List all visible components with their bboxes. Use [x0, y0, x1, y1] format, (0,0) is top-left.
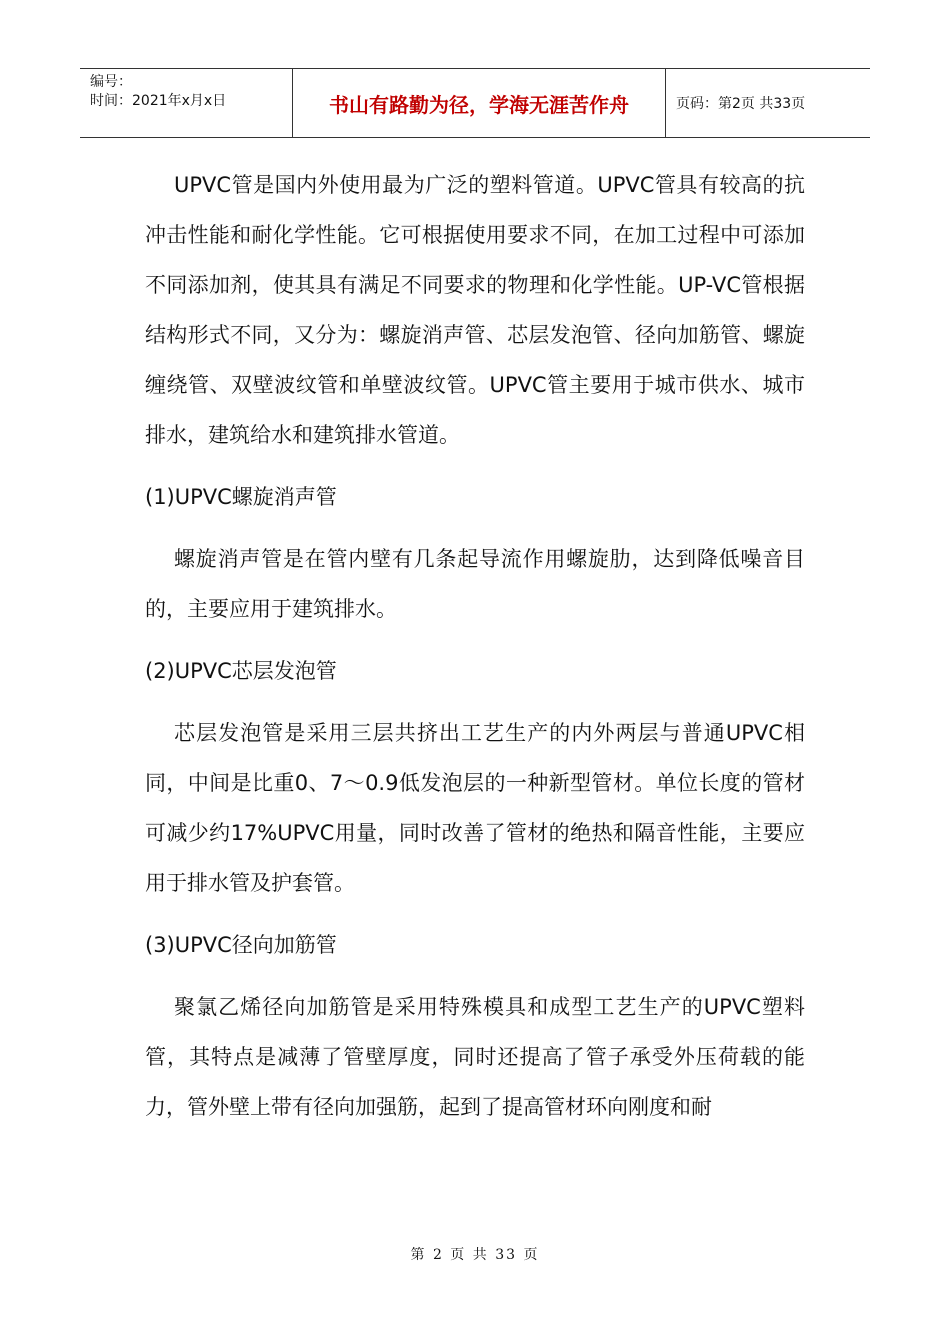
- header-meta: [80, 69, 293, 137]
- header-page-info: 页码：第2页 共33页: [676, 96, 806, 112]
- header-table: [80, 68, 870, 138]
- page-footer: 第 2 页 共 33 页: [410, 1247, 540, 1263]
- section-heading-2: (2)UPVC芯层发泡管: [145, 659, 337, 683]
- document-body: [145, 160, 805, 1132]
- paragraph-spiral: 螺旋消声管是在管内壁有几条起导流作用螺旋肋，达到降低噪音目的，主要应用于建筑排水。: [145, 547, 805, 621]
- paragraph-ribbed: 聚氯乙烯径向加筋管是采用特殊模具和成型工艺生产的UPVC塑料管，其特点是减薄了管壁厚度，同时还提高了管子承受外压荷载的能力，管外壁上带有径向加强筋，起到了提高管材环向刚度和耐: [145, 995, 805, 1119]
- header-motto: 书山有路勤为径，学海无涯苦作舟: [293, 69, 666, 137]
- paragraph-intro: UPVC管是国内外使用最为广泛的塑料管道。UPVC管具有较高的抗冲击性能和耐化学性能。它可根据使用要求不同，在加工过程中可添加不同添加剂，使其具有满足不同要求的物理和化学性能。UP-VC管根据结构形式不同，又分为：螺旋消声管、芯层发泡管、径向加筋管、螺旋缠绕管、双壁波纹管和单壁波纹管。UPVC管主要用于城市供水、城市排水，建筑给水和建筑排水管道。: [145, 173, 805, 447]
- section-heading-3: (3)UPVC径向加筋管: [145, 933, 337, 957]
- paragraph-foam: 芯层发泡管是采用三层共挤出工艺生产的内外两层与普通UPVC相同，中间是比重0、7～0.9低发泡层的一种新型管材。单位长度的管材可减少约17%UPVC用量，同时改善了管材的绝热和隔音性能，主要应用于排水管及护套管。: [145, 721, 805, 895]
- section-heading-1: (1)UPVC螺旋消声管: [145, 485, 337, 509]
- time-label: 时间：2021年x月x日: [90, 93, 227, 109]
- number-label: 编号：: [90, 74, 132, 90]
